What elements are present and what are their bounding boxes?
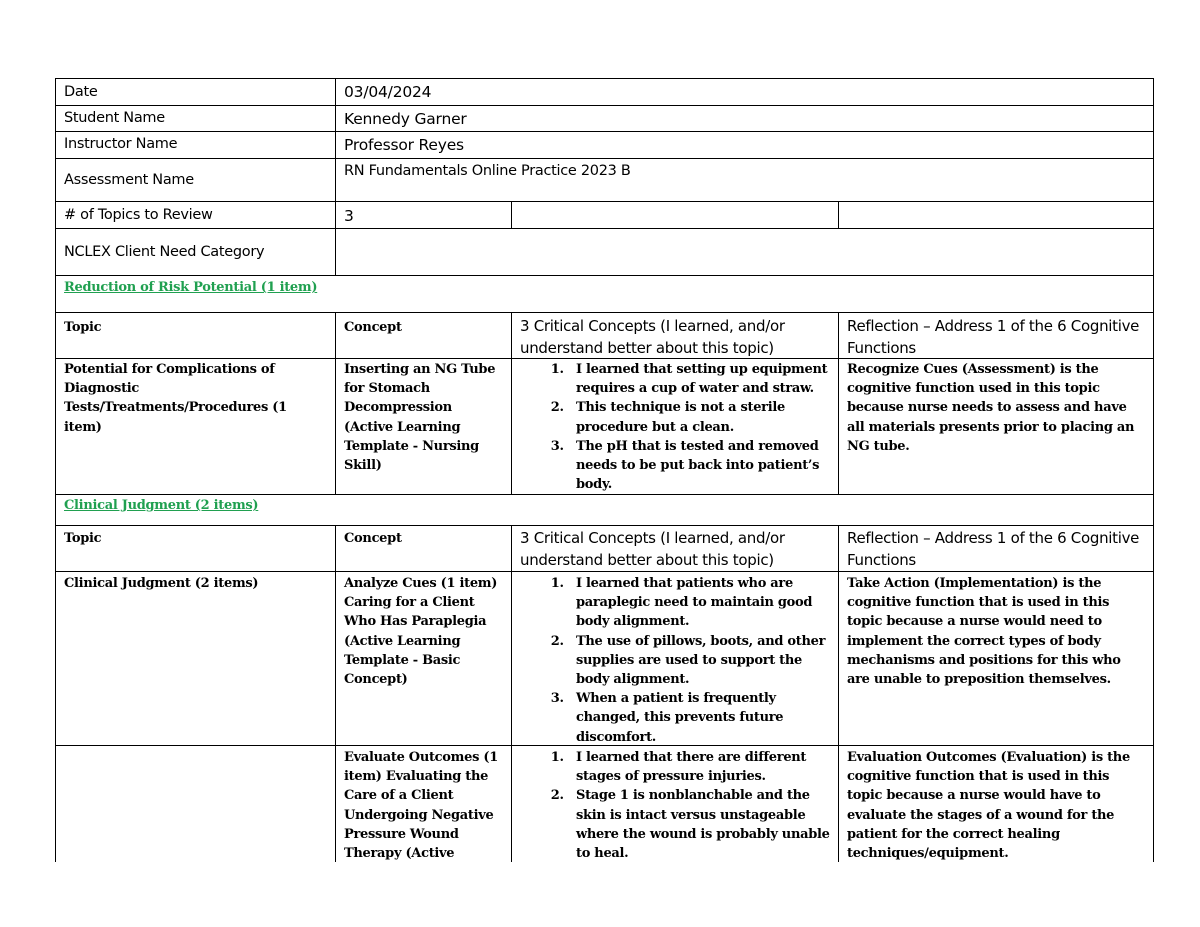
topic-cell: Clinical Judgment (2 items)	[56, 572, 336, 745]
column-header-topic: Topic	[56, 313, 336, 358]
critical-concepts-cell	[512, 359, 839, 494]
section-title-reduction-of-risk: Reduction of Risk Potential (1 item)	[64, 280, 318, 295]
topic-cell: Potential for Complications of Diagnostic Tests/Treatments/Procedures (1 item)	[56, 359, 336, 494]
critical-concepts-cell	[512, 746, 839, 862]
concept-cell: Inserting an NG Tube for Stomach Decompression (Active Learning Template - Nursing Skill)	[336, 359, 512, 494]
topics-empty-cell	[512, 202, 839, 228]
critical-concepts-cell	[512, 572, 839, 745]
column-header-reflection: Reflection – Address 1 of the 6 Cognitive Functions	[847, 317, 1140, 357]
list-item: 1. I learned that there are different stages of pressure injuries.	[568, 748, 838, 786]
concept-cell: Analyze Cues (1 item) Caring for a Client Who Has Paraplegia (Active Learning Template - Basic Concept)	[336, 572, 512, 745]
assessment-label: Assessment Name	[64, 172, 194, 188]
section-title-row	[56, 495, 1153, 526]
table-row	[56, 572, 1153, 746]
critical-concepts-list	[512, 574, 838, 745]
list-item: 3. The pH that is tested and removed needs to be put back into patient’s body.	[568, 437, 838, 494]
list-item: 2. Stage 1 is nonblanchable and the skin is intact versus unstageable where the wound is probably unable to heal.	[568, 786, 838, 862]
topics-value: 3	[336, 202, 512, 228]
table-row-student	[56, 106, 1153, 132]
nclex-label-cell	[56, 229, 336, 275]
date-label: Date	[56, 79, 336, 105]
nclex-empty-cell	[336, 229, 1153, 275]
list-item: 1. I learned that patients who are paraplegic need to maintain good body alignment.	[568, 574, 838, 632]
instructor-value: Professor Reyes	[344, 136, 464, 154]
student-label: Student Name	[56, 106, 336, 131]
table-row	[56, 359, 1153, 495]
concept-cell: Evaluate Outcomes (1 item) Evaluating the Care of a Client Undergoing Negative Pressure Wound Therapy (Active	[336, 746, 512, 862]
list-item: 3. When a patient is frequently changed, this prevents future discomfort.	[568, 689, 838, 745]
reflection-cell: Take Action (Implementation) is the cognitive function that is used in this topic because a nurse would need to implement the correct types of body mechanisms and positions for this who are unable to preposition themselves.	[847, 576, 1121, 688]
instructor-label: Instructor Name	[56, 132, 336, 158]
column-header-concept: Concept	[336, 313, 512, 358]
table-row-assessment	[56, 159, 1153, 202]
topics-label: # of Topics to Review	[56, 202, 336, 228]
topic-cell-empty	[56, 746, 336, 862]
topics-empty-cell	[839, 202, 1153, 228]
table-row-nclex	[56, 229, 1153, 276]
table-row-topics-count	[56, 202, 1153, 229]
reflection-cell: Recognize Cues (Assessment) is the cognitive function used in this topic because nurse needs to assess and have all materials presents prior to placing an NG tube.	[847, 362, 1135, 454]
assessment-label-cell	[56, 159, 336, 201]
column-header-concept: Concept	[336, 526, 512, 571]
list-item: 2. This technique is not a sterile procedure but a clean.	[568, 398, 838, 436]
column-header-topic: Topic	[56, 526, 336, 571]
column-header-critical-concepts: 3 Critical Concepts (I learned, and/or understand better about this topic)	[512, 313, 839, 358]
column-header-critical-concepts: 3 Critical Concepts (I learned, and/or understand better about this topic)	[512, 526, 839, 571]
date-value: 03/04/2024	[344, 83, 432, 101]
column-header-reflection: Reflection – Address 1 of the 6 Cognitive Functions	[847, 529, 1140, 569]
section-title-row	[56, 276, 1153, 313]
list-item: 2. The use of pillows, boots, and other supplies are used to support the body alignment.	[568, 632, 838, 690]
column-header-row	[56, 313, 1153, 359]
column-header-row	[56, 526, 1153, 572]
student-value: Kennedy Garner	[344, 110, 467, 128]
nclex-label: NCLEX Client Need Category	[64, 244, 265, 260]
table-row-instructor	[56, 132, 1153, 159]
list-item: 1. I learned that setting up equipment requires a cup of water and straw.	[568, 360, 838, 398]
assessment-value: RN Fundamentals Online Practice 2023 B	[344, 163, 631, 179]
table-row	[56, 746, 1153, 862]
review-table	[55, 78, 1154, 862]
table-row-date	[56, 79, 1153, 106]
critical-concepts-list	[512, 360, 838, 494]
section-title-clinical-judgment: Clinical Judgment (2 items)	[64, 498, 259, 513]
critical-concepts-list	[512, 748, 838, 862]
reflection-cell: Evaluation Outcomes (Evaluation) is the cognitive function that is used in this topic because a nurse would have to evaluate the stages of a wound for the patient for the correct healing techniques/equipment.	[847, 750, 1130, 862]
